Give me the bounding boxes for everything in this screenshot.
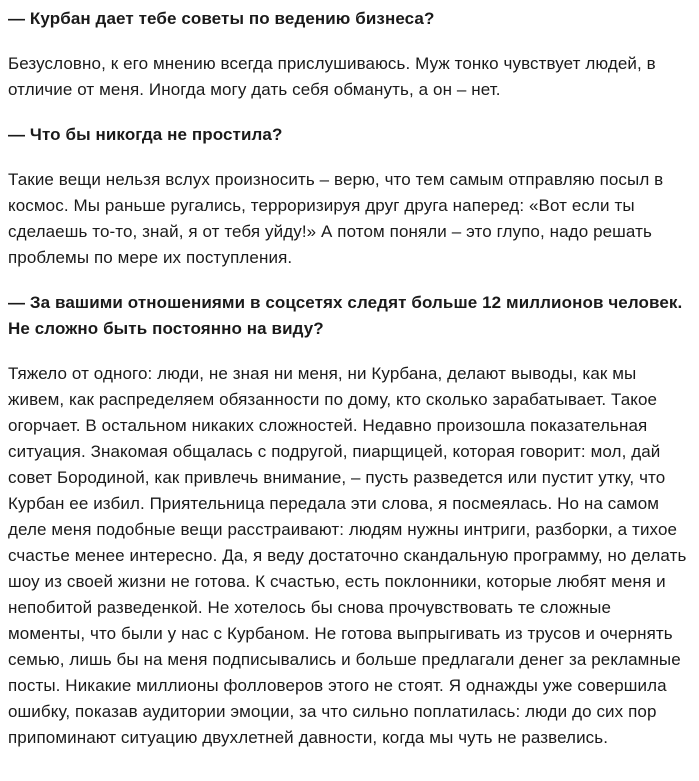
interview-answer-2: Такие вещи нельзя вслух произносить – верю, что тем самым отправляю посыл в космос. Мы раньше ругались, терроризируя друг друга наперед: «Вот если ты сделаешь то-то, знай, я от тебя уйду!» А потом поняли – это глупо, надо решать проблемы по мере их поступления.: [8, 170, 664, 267]
interview-answer-3: Тяжело от одного: люди, не зная ни меня, ни Курбана, делают выводы, как мы живем, как распределяем обязанности по дому, кто сколько зарабатывает. Такое огорчает. В остальном никаких сложностей. Недавно произошла показательная ситуация. Знакомая общалась с подругой, пиарщицей, которая говорит: мол, дай совет Бородиной, как привлечь внимание, – пусть разведется или пустит утку, что Курбан ее избил. Приятельница передала эти слова, я посмеялась. Но на самом деле меня подобные вещи расстраивают: людям нужны интриги, разборки, а тихое счастье менее интересно. Да, я веду достаточно скандальную программу, но делать шоу из своей жизни не готова. К счастью, есть поклонники, которые любят меня и непобитой разведенкой. Не хотелось бы снова прочувствовать те сложные моменты, что были у нас с Курбаном. Не готова выпрыгивать из трусов и очернять семью, лишь бы на меня подписывались и больше предлагали денег за рекламные посты. Никакие миллионы фолловеров этого не стоят. Я однажды уже совершила ошибку, показав аудитории эмоции, за что сильно поплатилась: люди до сих пор припоминают ситуацию двухлетней давности, когда мы чуть не развелись.: [8, 364, 687, 747]
interview-answer-1: Безусловно, к его мнению всегда прислушиваюсь. Муж тонко чувствует людей, в отличие от меня. Иногда могу дать себя обмануть, а он – нет.: [8, 54, 656, 99]
interview-question-3: — За вашими отношениями в соцсетях следят больше 12 миллионов человек. Не сложно быть постоянно на виду?: [8, 293, 683, 338]
interview-question-1: — Курбан дает тебе советы по ведению бизнеса?: [8, 9, 435, 28]
interview-question-2: — Что бы никогда не простила?: [8, 125, 283, 144]
